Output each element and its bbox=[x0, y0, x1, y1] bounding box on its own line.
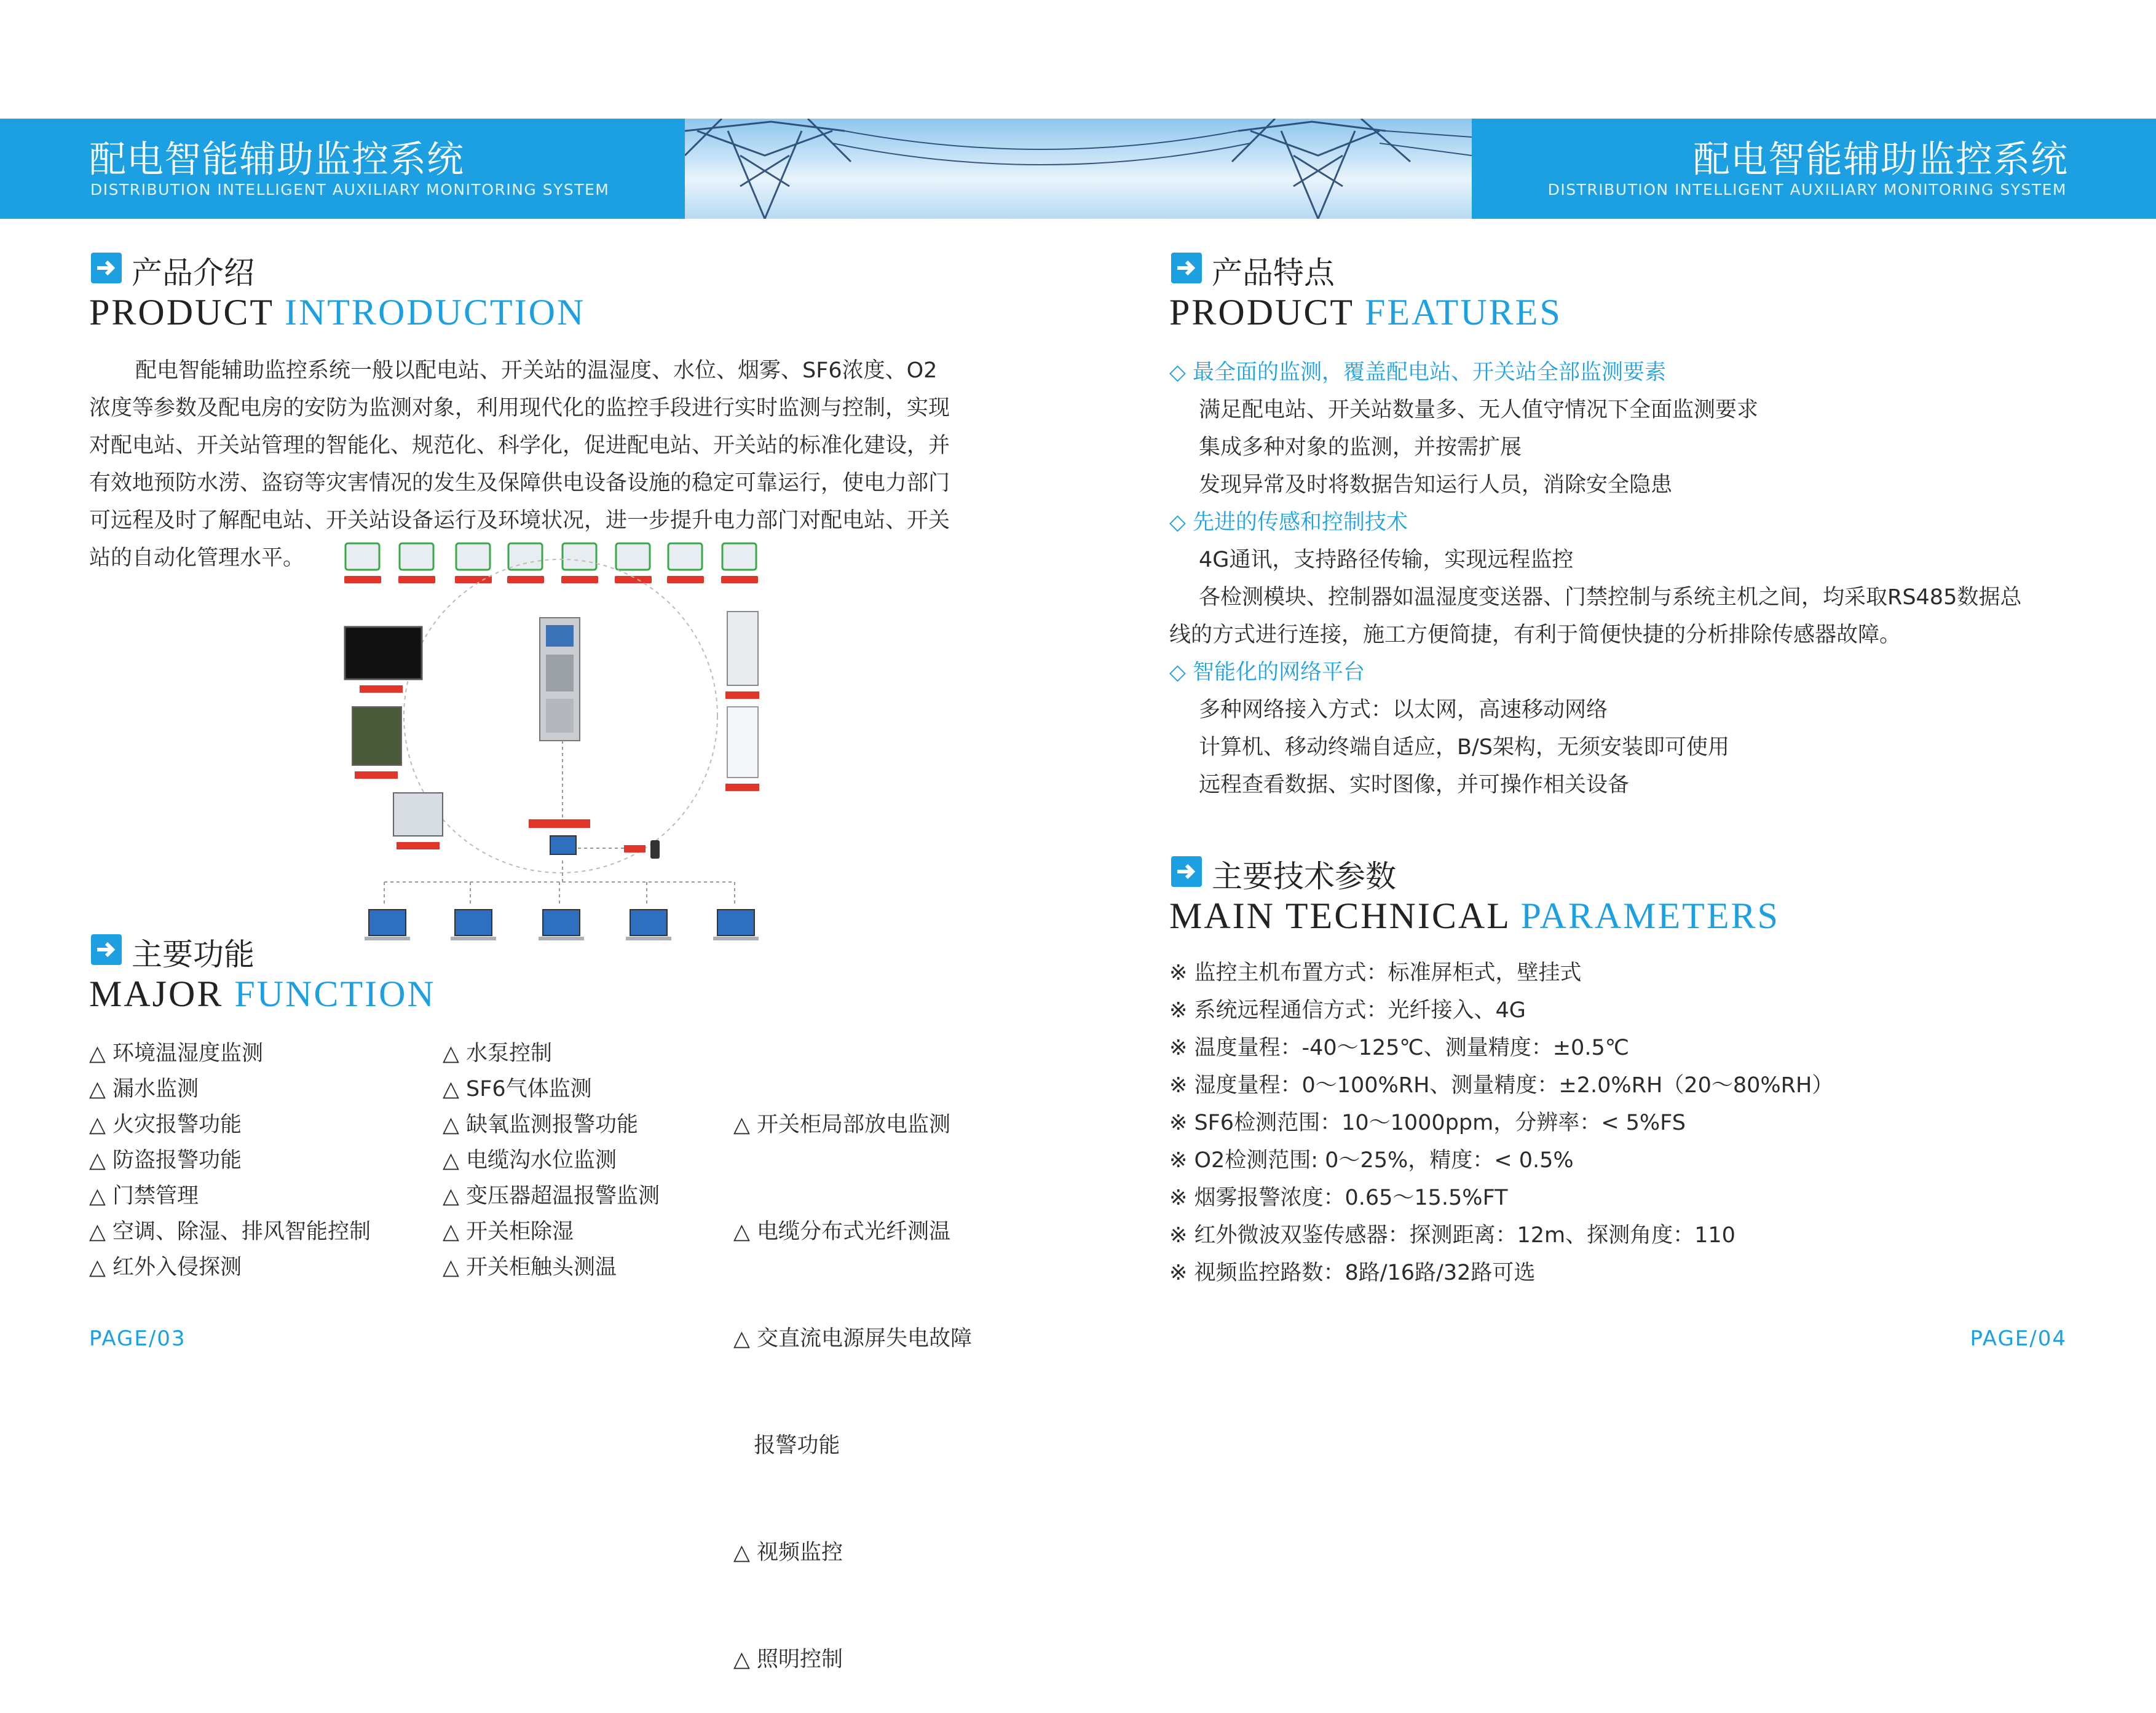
intro-line: 配电智能辅助监控系统一般以配电站、开关站的温湿度、水位、烟雾、SF6浓度、O2 bbox=[135, 358, 938, 383]
tool-cabinet bbox=[352, 707, 401, 765]
feature-heading: ◇ 先进的传感和控制技术 bbox=[1169, 510, 1408, 535]
intro-line: 浓度等参数及配电房的安防为监测对象，利用现代化的监控手段进行实时监测与控制，实现 bbox=[89, 396, 950, 420]
function-col-2 bbox=[443, 1036, 660, 1285]
page-number-right: PAGE/04 bbox=[1970, 1326, 2067, 1351]
param-item: ※ 烟雾报警浓度：0.65～15.5%FT bbox=[1169, 1186, 1508, 1210]
dehumidifier bbox=[727, 612, 758, 685]
param-item: ※ 系统远程通信方式：光纤接入、4G bbox=[1169, 998, 1526, 1023]
intro-line: 对配电站、开关站管理的智能化、规范化、科学化，促进配电站、开关站的标准化建设，并 bbox=[89, 433, 950, 458]
function-item: △ 漏水监测 bbox=[89, 1077, 199, 1101]
features-title-en: PRODUCT FEATURES bbox=[1169, 292, 1562, 333]
system-diagram bbox=[341, 538, 784, 956]
intro-line: 可远程及时了解配电站、开关站设备运行及环境状况，进一步提升电力部门对配电站、开关 bbox=[89, 508, 950, 533]
function-item: △ 缺氧监测报警功能 bbox=[443, 1112, 639, 1137]
function-col-1 bbox=[89, 1036, 371, 1285]
header-right-title: 配电智能辅助监控系统 bbox=[1693, 138, 2068, 181]
intro-line: 有效地预防水涝、盗窃等灾害情况的发生及保障供电设备设施的稳定可靠运行，使电力部门 bbox=[89, 471, 950, 495]
intro-title-zh: 产品介绍 bbox=[132, 255, 255, 291]
function-item: △ 开关柜触头测温 bbox=[443, 1255, 617, 1280]
display-screen bbox=[345, 627, 422, 679]
function-item: △ 照明控制 bbox=[733, 1647, 843, 1672]
control-box bbox=[393, 793, 443, 836]
function-item: 报警功能 bbox=[733, 1433, 840, 1458]
function-item: △ 视频监控 bbox=[733, 1540, 843, 1565]
air-conditioner bbox=[727, 707, 758, 778]
header-left-subtitle: DISTRIBUTION INTELLIGENT AUXILIARY MONITORING SYSTEM bbox=[90, 181, 610, 199]
arrow-right-box-icon bbox=[91, 253, 122, 283]
function-col-3 bbox=[733, 1036, 972, 1713]
arrow-right-box-icon bbox=[1171, 253, 1202, 283]
function-item: △ 空调、除湿、排风智能控制 bbox=[89, 1219, 371, 1244]
main-cabinet bbox=[540, 618, 580, 741]
function-item: △ SF6气体监测 bbox=[443, 1077, 592, 1101]
function-title-en: MAJOR FUNCTION bbox=[89, 974, 436, 1014]
param-item: ※ 湿度量程：0～100%RH、测量精度：±2.0%RH（20～80%RH） bbox=[1169, 1073, 1834, 1098]
param-item: ※ 视频监控路数：8路/16路/32路可选 bbox=[1169, 1261, 1536, 1285]
phone bbox=[650, 840, 660, 859]
intro-title-en: PRODUCT INTRODUCTION bbox=[89, 292, 586, 333]
sensor-row bbox=[346, 543, 756, 570]
arrow-right-box-icon bbox=[91, 934, 122, 965]
server-monitor bbox=[550, 836, 576, 854]
function-item: △ 电缆分布式光纤测温 bbox=[733, 1219, 951, 1244]
param-item: ※ SF6检测范围：10～1000ppm，分辨率：< 5%FS bbox=[1169, 1111, 1686, 1135]
param-item: ※ 红外微波双鉴传感器：探测距离：12m、探测角度：110 bbox=[1169, 1223, 1735, 1248]
page-number-left: PAGE/03 bbox=[89, 1326, 186, 1351]
function-item: △ 环境温湿度监测 bbox=[89, 1041, 264, 1066]
feature-item: 满足配电站、开关站数量多、无人值守情况下全面监测要求 bbox=[1199, 398, 1759, 422]
params-title-zh: 主要技术参数 bbox=[1212, 859, 1396, 894]
function-item: △ 门禁管理 bbox=[89, 1184, 199, 1208]
header-left-title: 配电智能辅助监控系统 bbox=[89, 138, 464, 181]
params-title-en: MAIN TECHNICAL PARAMETERS bbox=[1169, 896, 1780, 936]
function-item: △ 开关柜局部放电监测 bbox=[733, 1112, 951, 1137]
function-item: △ 防盗报警功能 bbox=[89, 1148, 242, 1173]
feature-item: 集成多种对象的监测，并按需扩展 bbox=[1199, 435, 1522, 460]
feature-item: 发现异常及时将数据告知运行人员，消除安全隐患 bbox=[1199, 473, 1673, 497]
function-item: △ 交直流电源屏失电故障 bbox=[733, 1326, 973, 1351]
feature-heading: ◇ 最全面的监测，覆盖配电站、开关站全部监测要素 bbox=[1169, 360, 1667, 385]
function-item: △ 电缆沟水位监测 bbox=[443, 1148, 617, 1173]
param-item: ※ 监控主机布置方式：标准屏柜式，壁挂式 bbox=[1169, 961, 1582, 985]
intro-line: 站的自动化管理水平。 bbox=[89, 546, 305, 570]
param-item: ※ 温度量程：-40～125℃、测量精度：±0.5℃ bbox=[1169, 1036, 1630, 1060]
function-item: △ 火灾报警功能 bbox=[89, 1112, 242, 1137]
feature-item: 4G通讯，支持路径传输，实现远程监控 bbox=[1199, 548, 1574, 572]
feature-item: 远程查看数据、实时图像，并可操作相关设备 bbox=[1199, 773, 1630, 797]
feature-heading: ◇ 智能化的网络平台 bbox=[1169, 660, 1365, 685]
feature-item: 计算机、移动终端自适应，B/S架构，无须安装即可使用 bbox=[1199, 735, 1730, 760]
function-item: △ 开关柜除湿 bbox=[443, 1219, 574, 1244]
tower-photo bbox=[685, 119, 1472, 219]
function-item: △ 水泵控制 bbox=[443, 1041, 553, 1066]
arrow-right-box-icon bbox=[1171, 856, 1202, 887]
feature-item: 各检测模块、控制器如温湿度变送器、门禁控制与系统主机之间，均采取RS485数据总 bbox=[1199, 585, 2022, 610]
param-item: ※ O2检测范围: 0～25%，精度：< 0.5% bbox=[1169, 1148, 1574, 1173]
feature-item: 线的方式进行连接，施工方便简捷，有利于简便快捷的分析排除传感器故障。 bbox=[1169, 623, 1901, 647]
function-item: △ 红外入侵探测 bbox=[89, 1255, 242, 1280]
header-right-subtitle: DISTRIBUTION INTELLIGENT AUXILIARY MONITORING SYSTEM bbox=[1547, 181, 2067, 199]
feature-item: 多种网络接入方式：以太网，高速移动网络 bbox=[1199, 698, 1608, 722]
features-title-zh: 产品特点 bbox=[1212, 255, 1335, 291]
function-title-zh: 主要功能 bbox=[132, 937, 255, 972]
function-item: △ 变压器超温报警监测 bbox=[443, 1184, 660, 1208]
